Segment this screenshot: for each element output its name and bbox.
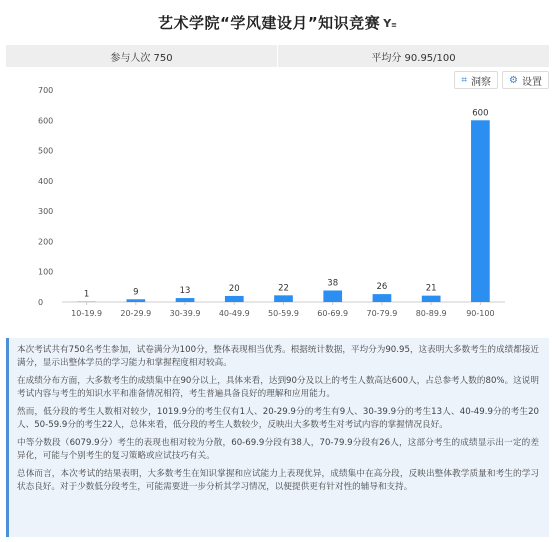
average-score-stat: 平均分 90.95/100 <box>277 45 549 67</box>
summary-paragraph: 总体而言，本次考试的结果表明，大多数考生在知识掌握和应试能力上表现优异，成绩集中在高分段，反映出整体教学质量和考生的学习状态良好。对于少数低分段考生，可能需要进一步分析其学习情况，以便提供更有针对性的辅导和支持。 <box>17 469 539 492</box>
participants-stat: 参与人次 750 <box>110 52 173 64</box>
y-tick-label: 500 <box>38 146 54 156</box>
bar-value-label: 26 <box>376 282 388 293</box>
x-tick-label: 50-59.9 <box>268 309 299 318</box>
stats-bar <box>6 45 549 67</box>
x-tick-label: 10-19.9 <box>71 309 103 318</box>
score-distribution-chart <box>0 78 555 328</box>
title-row <box>0 12 555 33</box>
y-tick-label: 100 <box>38 267 54 277</box>
summary-paragraph: 本次考试共有750名考生参加，试卷满分为100分，整体表现相当优秀。根据统计数据，平均分为90.95，这表明大多数考生的成绩都接近满分，显示出整体学员的学习能力和掌握程度相对较高。 <box>17 345 539 368</box>
chart-toolbar <box>454 71 549 89</box>
bar[interactable] <box>373 294 392 302</box>
bar-value-label: 1 <box>83 289 90 300</box>
bar[interactable] <box>176 298 195 302</box>
x-tick-label: 60-69.9 <box>317 309 349 318</box>
page-title: 艺术学院“学风建设月”知识竞赛 <box>157 14 381 32</box>
bar-chart <box>0 78 555 328</box>
insight-icon: ⌗ <box>461 74 468 86</box>
x-tick-label: 90-100 <box>466 309 495 318</box>
summary-paragraph: 在成绩分布方面，大多数考生的成绩集中在90分以上，具体来看，达到90分及以上的考生人数高达600人，占总参考人数的80%。这说明考试内容与考生的知识水平和准备情况相符，考生普遍具备良好的理解和应用能力。 <box>17 376 539 399</box>
x-tick-label: 40-49.9 <box>218 309 250 318</box>
bar-value-label: 21 <box>425 283 437 294</box>
insight-label: 洞察 <box>471 76 492 88</box>
y-tick-label: 200 <box>38 237 54 247</box>
gear-icon: ⚙ <box>509 74 518 86</box>
y-tick-label: 700 <box>38 86 54 95</box>
x-tick-label: 20-29.9 <box>120 309 152 318</box>
settings-label: 设置 <box>522 76 542 88</box>
x-tick-label: 70-79.9 <box>366 309 398 318</box>
bar-value-label: 13 <box>179 286 191 297</box>
bar-value-label: 22 <box>278 283 289 294</box>
bar-value-label: 600 <box>472 108 489 119</box>
bar[interactable] <box>471 120 490 302</box>
summary-paragraph: 然而，低分段的考生人数相对较少，1019.9分的考生仅有1人、20-29.9分的考生有9人、30-39.9分的考生13人、40-49.9分的考生20人、50-59.9分的考生22人，总体来看，低分段的考生人数较少，反映出大多数考生对考试内容的掌握情况良好。 <box>17 407 539 430</box>
settings-button[interactable] <box>502 71 549 89</box>
bar[interactable] <box>422 296 441 302</box>
bar-value-label: 38 <box>327 278 339 289</box>
y-tick-label: 300 <box>38 207 54 217</box>
bar[interactable] <box>225 296 244 302</box>
bar[interactable] <box>274 295 293 302</box>
y-tick-label: 600 <box>38 116 54 126</box>
bar[interactable] <box>126 299 145 302</box>
bar[interactable] <box>323 290 342 302</box>
x-tick-label: 30-39.9 <box>169 309 201 318</box>
summary-paragraph: 中等分数段（6079.9分）考生的表现也相对较为分散，60-69.9分段有38人，70-79.9分段有26人，这部分考生的成绩显示出一定的差异化，可能与个别考生的复习策略或应试技巧有关。 <box>17 438 539 461</box>
insight-button[interactable] <box>454 71 498 89</box>
bar-value-label: 20 <box>228 283 240 294</box>
x-tick-label: 80-89.9 <box>415 309 447 318</box>
analysis-summary <box>6 338 549 537</box>
y-tick-label: 0 <box>38 298 44 307</box>
y-tick-label: 400 <box>38 176 54 186</box>
filter-icon[interactable]: Y≡ <box>383 17 398 30</box>
bar-value-label: 9 <box>133 287 139 298</box>
